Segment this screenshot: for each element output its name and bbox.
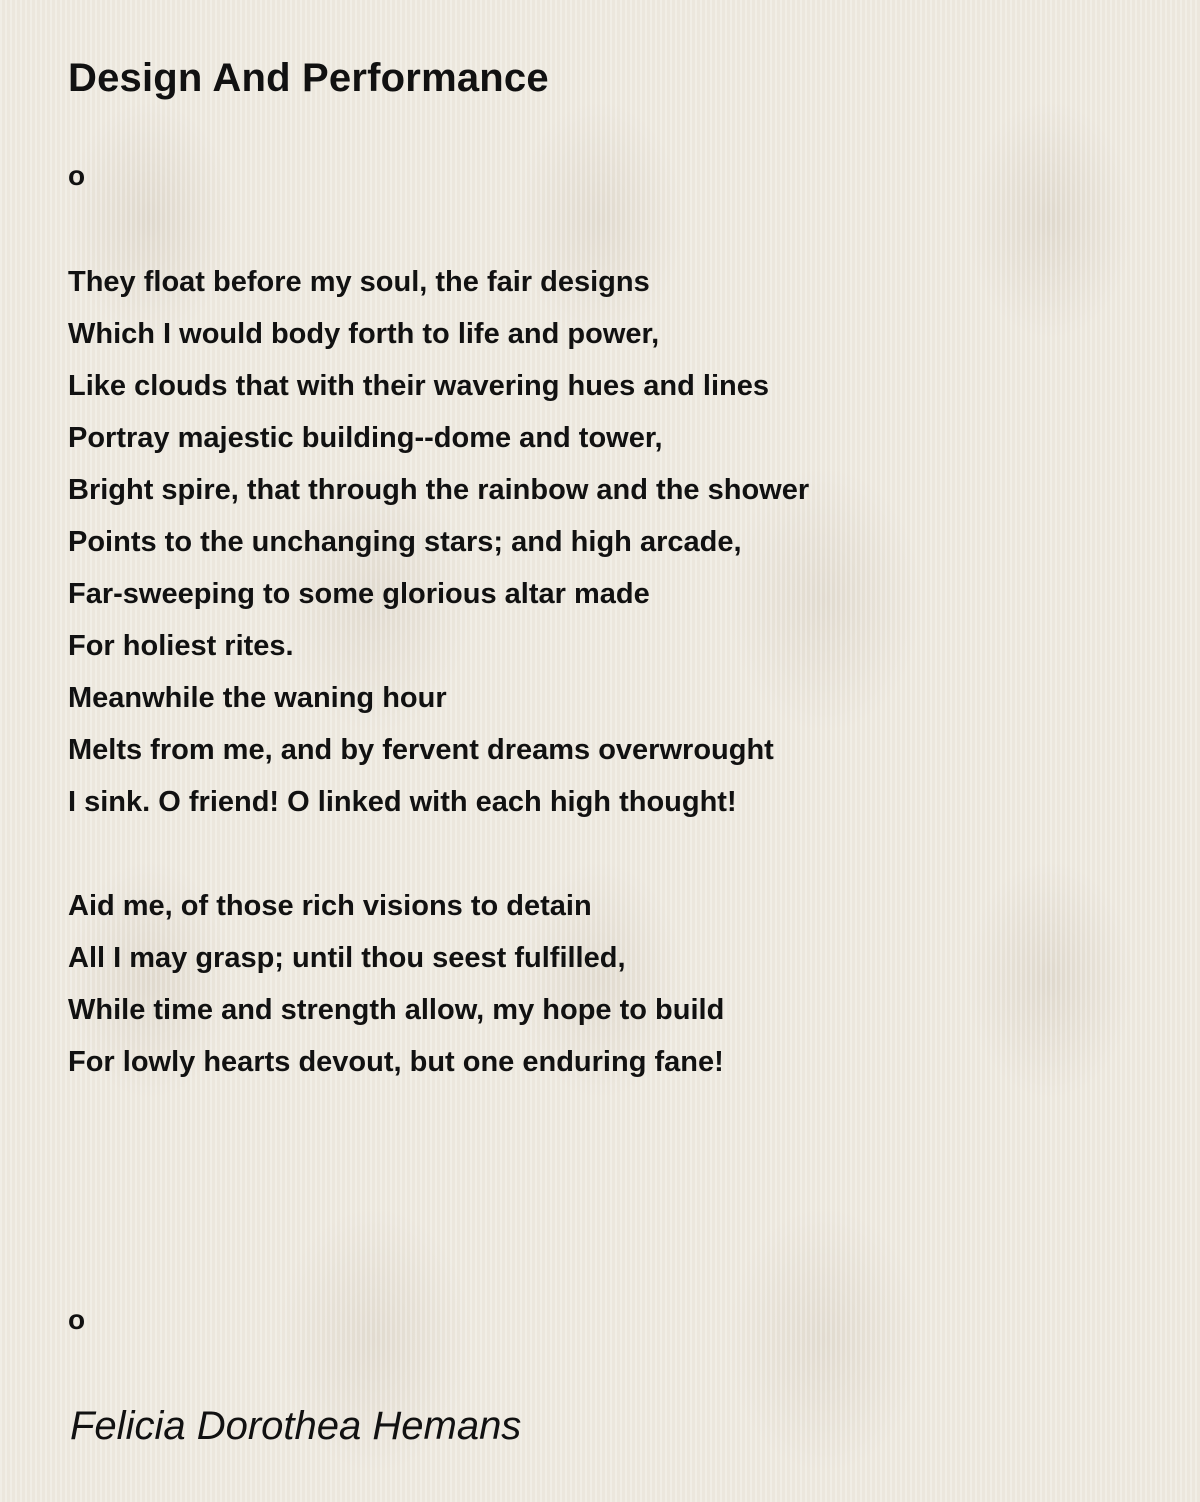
- poem-line: Aid me, of those rich visions to detain: [68, 890, 592, 922]
- ornament-top: o: [68, 160, 86, 191]
- poem-line: Which I would body forth to life and power,: [68, 318, 660, 350]
- stanza-1: [68, 256, 1148, 828]
- poem-line: Melts from me, and by fervent dreams overwrought: [68, 734, 774, 766]
- poem-line: For lowly hearts devout, but one enduring fane!: [68, 1046, 724, 1078]
- poem-line: They float before my soul, the fair designs: [68, 266, 650, 298]
- poem-line: Meanwhile the waning hour: [68, 682, 447, 714]
- poem-line: Points to the unchanging stars; and high arcade,: [68, 526, 742, 558]
- poem-line: While time and strength allow, my hope to build: [68, 994, 725, 1026]
- poem-title: Design And Performance: [68, 56, 549, 100]
- poem-line: Portray majestic building--dome and tower,: [68, 422, 663, 454]
- poem-line: For holiest rites.: [68, 630, 294, 662]
- stanza-divider: [68, 828, 1148, 880]
- ornament-bottom: o: [68, 1304, 86, 1335]
- poem-line: Bright spire, that through the rainbow and the shower: [68, 474, 810, 506]
- stanza-2: [68, 880, 1148, 1088]
- poem-line: I sink. O friend! O linked with each high thought!: [68, 786, 737, 818]
- poem-line: All I may grasp; until thou seest fulfilled,: [68, 942, 626, 974]
- poem-line: Like clouds that with their wavering hues and lines: [68, 370, 769, 402]
- poem-line: Far-sweeping to some glorious altar made: [68, 578, 650, 610]
- poem-author: Felicia Dorothea Hemans: [70, 1404, 522, 1448]
- poem-body: [68, 256, 1148, 1088]
